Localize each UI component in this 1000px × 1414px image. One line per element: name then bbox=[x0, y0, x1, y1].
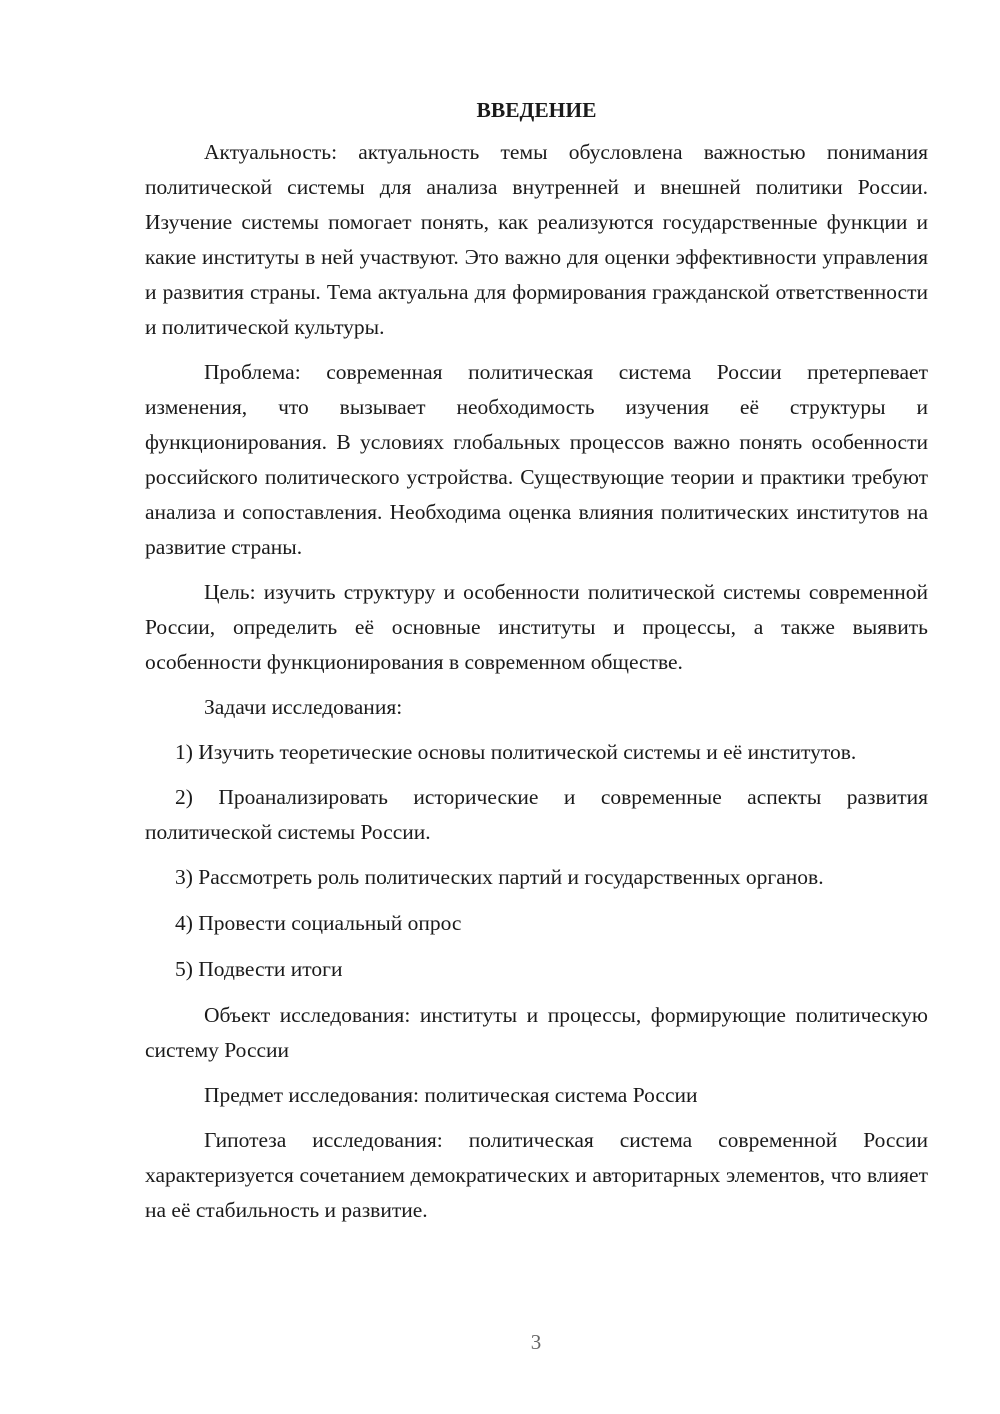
task-item-1: 1) Изучить теоретические основы политической системы и её институтов. bbox=[175, 740, 857, 764]
task-item-5: 5) Подвести итоги bbox=[175, 957, 343, 981]
task-item-4: 4) Провести социальный опрос bbox=[175, 911, 462, 935]
page-number: 3 bbox=[530, 1330, 542, 1354]
paragraph-relevance: Актуальность: актуальность темы обусловлена важностью понимания политической системы для анализа внутренней и внешней политики России. Изучение системы помогает понять, как реализуются государственные функции и какие институты в ней участвуют. Это важно для оценки эффективности управления и развития страны. Тема актуальна для формирования гражданской ответственности и политической культуры. bbox=[145, 140, 928, 339]
paragraph-subject: Предмет исследования: политическая система России bbox=[204, 1083, 698, 1107]
paragraph-goal: Цель: изучить структуру и особенности политической системы современной России, определить её основные институты и процессы, а также выявить особенности функционирования в современном обществе. bbox=[145, 580, 928, 674]
paragraph-hypothesis: Гипотеза исследования: политическая система современной России характеризуется сочетанием демократических и авторитарных элементов, что влияет на её стабильность и развитие. bbox=[145, 1128, 928, 1222]
task-item-2: 2) Проанализировать исторические и современные аспекты развития политической системы России. bbox=[145, 785, 928, 844]
document-page bbox=[145, 93, 928, 1238]
tasks-heading: Задачи исследования: bbox=[204, 695, 403, 719]
paragraph-object: Объект исследования: институты и процессы, формирующие политическую систему России bbox=[145, 1003, 928, 1062]
task-item-3: 3) Рассмотреть роль политических партий и государственных органов. bbox=[175, 865, 824, 889]
page-title: ВВЕДЕНИЕ bbox=[476, 98, 597, 122]
paragraph-problem: Проблема: современная политическая система России претерпевает изменения, что вызывает необходимость изучения её структуры и функционирования. В условиях глобальных процессов важно понять особенности российского политического устройства. Существующие теории и практики требуют анализа и сопоставления. Необходима оценка влияния политических институтов на развитие страны. bbox=[145, 360, 928, 559]
